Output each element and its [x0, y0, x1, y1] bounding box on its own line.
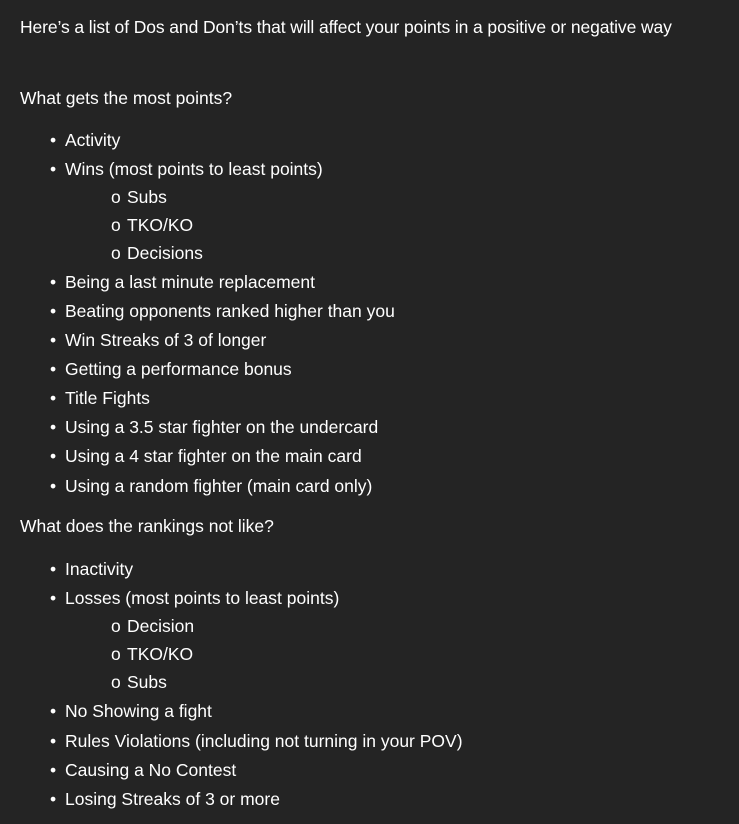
list-item [50, 759, 236, 781]
bullet-glyph: • [50, 417, 57, 437]
list-item-label: Using a random fighter (main card only) [65, 476, 373, 496]
bullet-glyph: • [50, 588, 57, 608]
bullet-glyph: • [50, 130, 57, 150]
list-item-label: Rules Violations (including not turning in your POV) [65, 731, 463, 751]
list-item [50, 271, 315, 293]
bullet-glyph: • [50, 476, 57, 496]
sub-bullet-glyph: o [111, 215, 121, 235]
sub-bullet-glyph: o [111, 644, 121, 664]
sub-list-item [111, 214, 193, 236]
list-item-label: Using a 3.5 star fighter on the undercard [65, 417, 379, 437]
list-item [50, 558, 133, 580]
list-item [50, 329, 266, 351]
bullet-glyph: • [50, 760, 57, 780]
list-item [50, 788, 280, 810]
list-item-label: Activity [65, 130, 121, 150]
list-item [50, 700, 212, 722]
bullet-glyph: • [50, 301, 57, 321]
list-item [50, 475, 372, 497]
list-item-label: Losing Streaks of 3 or more [65, 789, 280, 809]
list-item [50, 730, 463, 752]
sub-bullet-glyph: o [111, 243, 121, 263]
list-item-label: Using a 4 star fighter on the main card [65, 446, 362, 466]
sub-list-item [111, 671, 167, 693]
list-item-label: Win Streaks of 3 of longer [65, 330, 267, 350]
sub-list-item [111, 615, 194, 637]
intro-text: Here’s a list of Dos and Don’ts that will affect your points in a positive or negative way [20, 17, 672, 37]
list-item-label: Title Fights [65, 388, 150, 408]
bullet-glyph: • [50, 789, 57, 809]
bullet-glyph: • [50, 731, 57, 751]
list-item-label: Being a last minute replacement [65, 272, 315, 292]
bullet-glyph: • [50, 159, 57, 179]
sub-list-item-label: Subs [127, 672, 167, 692]
list-item-label: No Showing a fight [65, 701, 212, 721]
bullet-glyph: • [50, 446, 57, 466]
sub-list-item-label: Subs [127, 187, 167, 207]
list-item [50, 416, 378, 438]
sub-list-item [111, 186, 167, 208]
sub-list-item [111, 643, 193, 665]
bullet-glyph: • [50, 272, 57, 292]
sub-list-item-label: TKO/KO [127, 644, 194, 664]
list-item-label: Causing a No Contest [65, 760, 237, 780]
bullet-glyph: • [50, 359, 57, 379]
list-item-label: Inactivity [65, 559, 134, 579]
bullet-glyph: • [50, 330, 57, 350]
bullet-glyph: • [50, 559, 57, 579]
list-item [50, 300, 395, 322]
sub-list-item [111, 242, 203, 264]
list-item [50, 158, 323, 180]
list-item-label: Wins (most points to least points) [65, 159, 323, 179]
sub-bullet-glyph: o [111, 187, 121, 207]
list-item-label: Beating opponents ranked higher than you [65, 301, 395, 321]
positive-heading: What gets the most points? [20, 88, 233, 108]
list-item [50, 587, 339, 609]
list-item [50, 358, 292, 380]
bullet-glyph: • [50, 388, 57, 408]
list-item [50, 387, 150, 409]
sub-list-item-label: Decision [127, 616, 195, 636]
list-item-label: Getting a performance bonus [65, 359, 292, 379]
sub-list-item-label: TKO/KO [127, 215, 194, 235]
list-item [50, 445, 362, 467]
sub-bullet-glyph: o [111, 672, 121, 692]
list-item [50, 129, 120, 151]
negative-heading: What does the rankings not like? [20, 516, 274, 536]
list-item-label: Losses (most points to least points) [65, 588, 340, 608]
bullet-glyph: • [50, 701, 57, 721]
sub-bullet-glyph: o [111, 616, 121, 636]
sub-list-item-label: Decisions [127, 243, 203, 263]
